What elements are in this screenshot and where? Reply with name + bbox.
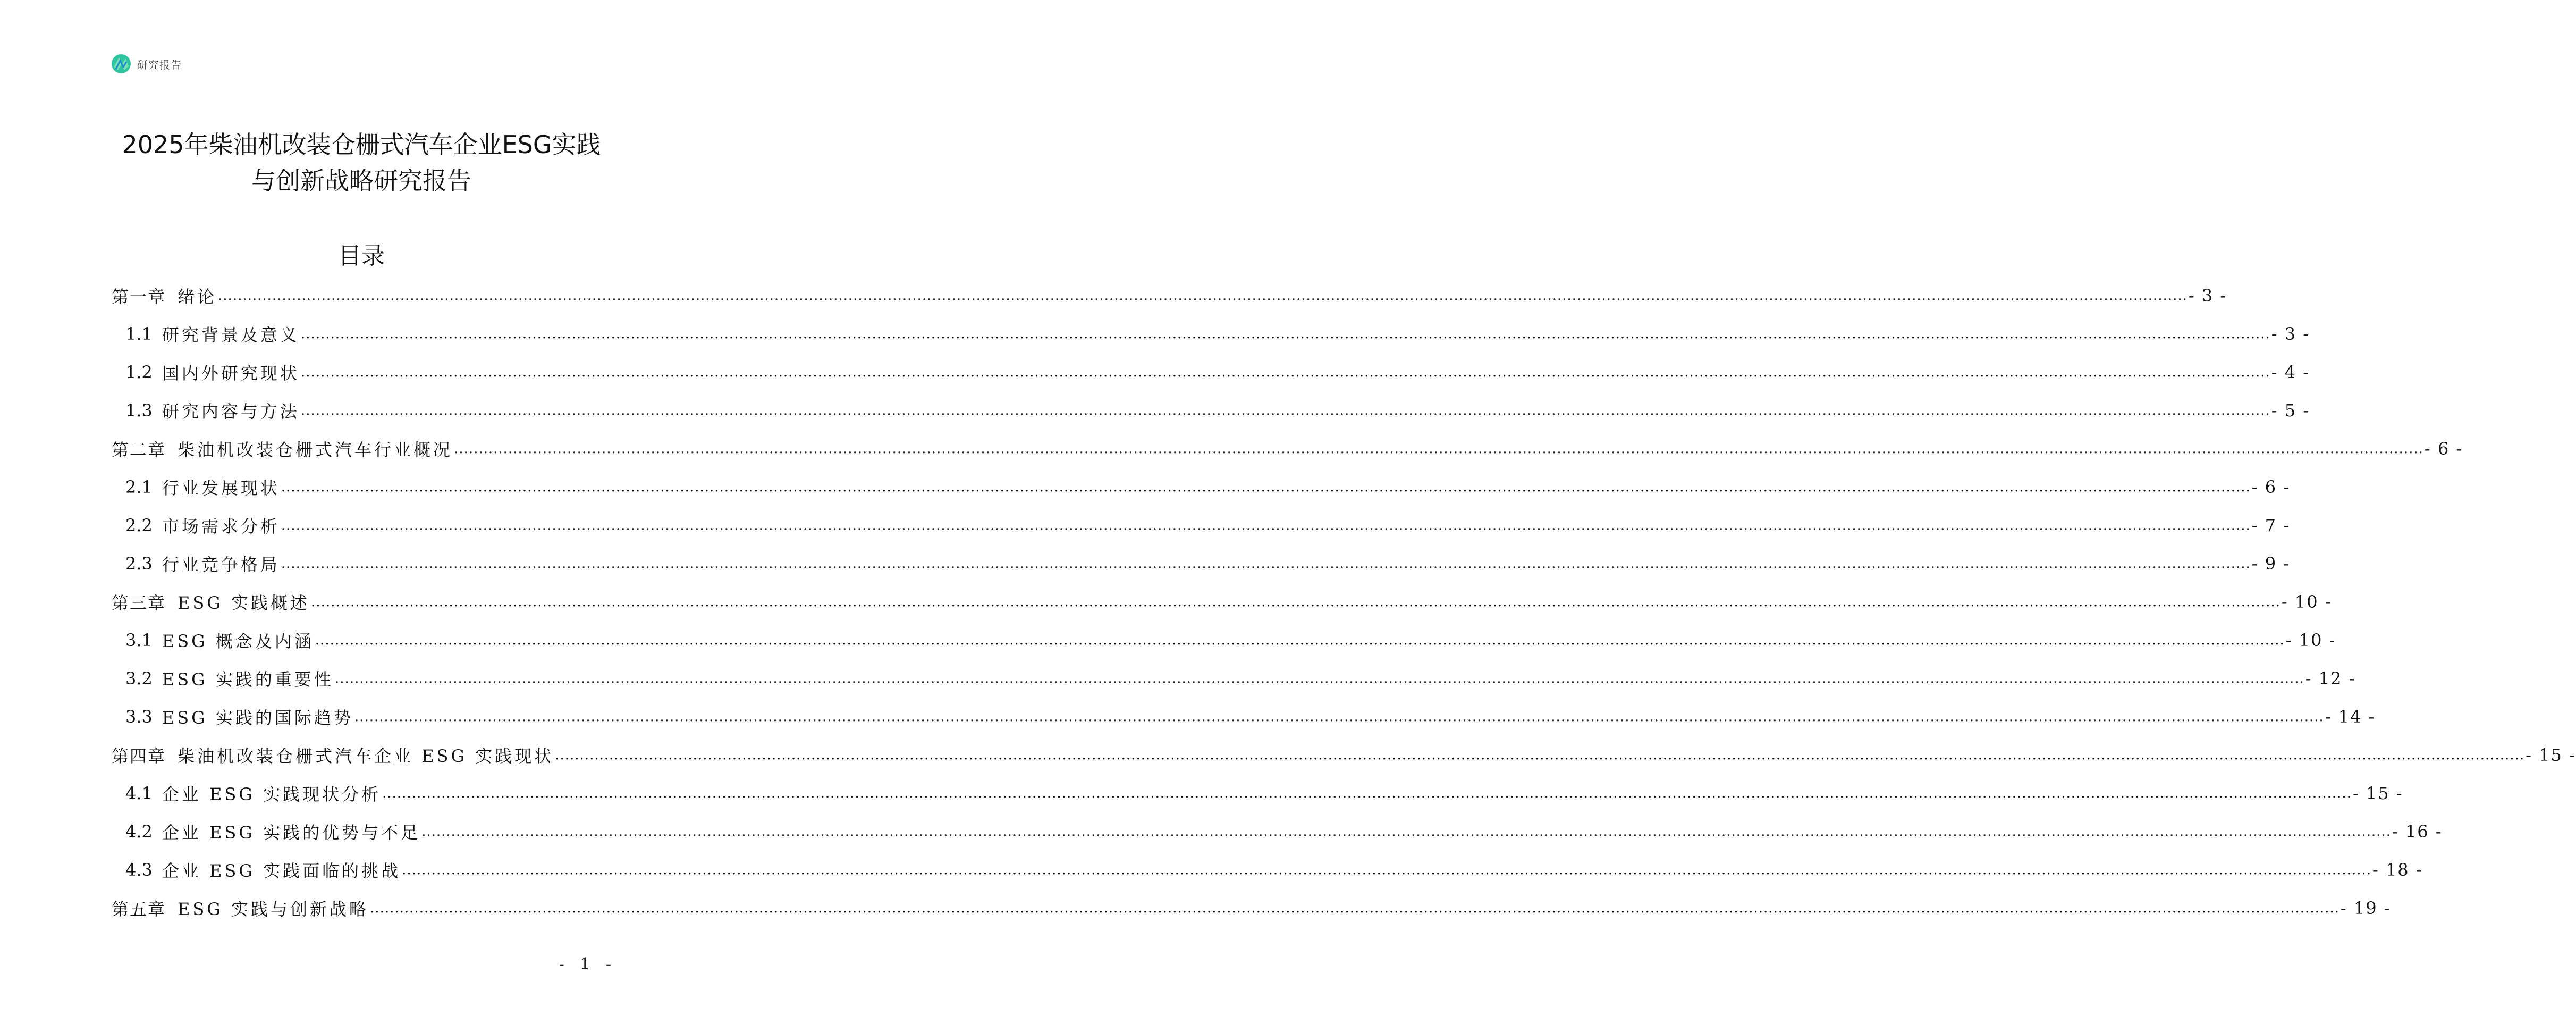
toc-entry-number: 第一章 [112,287,166,307]
toc-entry[interactable] [112,583,2332,621]
toc-entry-page: - 4 - [2271,362,2310,382]
toc-entry-label: ESG 概念及内涵 [162,631,314,651]
toc-entry-number: 4.3 [125,860,153,880]
report-header [111,53,182,74]
toc-entry-label: ESG 实践的重要性 [162,669,334,690]
toc-entry-number: 1.1 [125,324,153,344]
toc-entry-number: 2.3 [125,554,153,574]
toc-entry-number: 4.1 [125,783,153,803]
toc-entry[interactable] [112,391,2310,430]
toc-entry-number: 1.2 [125,362,153,382]
toc-entry[interactable] [112,468,2291,506]
toc-entry-page: - 10 - [2285,630,2336,650]
toc-dot-leader: ................................................................................................................................................................................................................................................................................................................................................................................................................ [402,862,2371,878]
toc-entry-label: 企业 ESG 实践的优势与不足 [162,823,421,843]
toc-entry-page: - 6 - [2251,477,2291,497]
toc-dot-leader: ................................................................................................................................................................................................................................................................................................................................................................................................................ [300,326,2270,342]
toc-entry[interactable] [112,812,2443,851]
toc-entry-number: 3.2 [125,668,153,689]
toc-entry-label: 绪论 [178,287,217,307]
toc-entry-label: 国内外研究现状 [162,363,300,383]
toc-entry-number: 第五章 [112,899,166,919]
toc-entry-page: - 10 - [2281,592,2332,612]
page-number: - 1 - [559,955,616,974]
header-label: 研究报告 [137,58,182,71]
toc-entry[interactable] [112,506,2291,544]
toc-entry-label: 企业 ESG 实践面临的挑战 [162,861,401,881]
toc-entry-label: 柴油机改装仓栅式汽车行业概况 [178,440,453,460]
toc-entry-page: - 15 - [2526,745,2576,765]
toc-entry-label: 研究内容与方法 [162,401,300,422]
toc-dot-leader: ................................................................................................................................................................................................................................................................................................................................................................................................................ [281,556,2251,572]
toc-dot-leader: ................................................................................................................................................................................................................................................................................................................................................................................................................ [300,364,2270,380]
report-title [85,127,638,199]
toc-dot-leader: ................................................................................................................................................................................................................................................................................................................................................................................................................ [454,441,2423,457]
report-title-line1: 2025年柴油机改装仓栅式汽车企业ESG实践 [122,130,601,159]
toc-entry-page: - 3 - [2271,324,2310,344]
toc-entry-page: - 14 - [2325,707,2376,727]
toc-entry-number: 第三章 [112,593,166,613]
toc-entry[interactable] [112,353,2310,391]
toc-dot-leader: ................................................................................................................................................................................................................................................................................................................................................................................................................ [281,479,2251,495]
toc-entry[interactable] [112,276,2227,315]
toc-entry[interactable] [112,851,2423,889]
toc-dot-leader: ................................................................................................................................................................................................................................................................................................................................................................................................................ [334,670,2304,686]
toc-entry-page: - 5 - [2271,400,2310,421]
table-of-contents [112,276,2576,927]
toc-entry-page: - 18 - [2372,860,2423,880]
toc-entry-label: 行业发展现状 [162,478,280,498]
toc-entry-number: 3.3 [125,707,153,727]
toc-entry-page: - 7 - [2251,515,2291,535]
report-title-line2: 与创新战略研究报告 [251,166,471,195]
toc-entry-number: 2.1 [125,477,153,497]
toc-dot-leader: ................................................................................................................................................................................................................................................................................................................................................................................................................ [421,824,2391,840]
toc-entry[interactable] [112,889,2391,927]
toc-entry-page: - 19 - [2340,898,2391,918]
logo-icon [111,53,132,74]
toc-entry-label: 企业 ESG 实践现状分析 [162,784,382,804]
toc-entry-label: ESG 实践概述 [178,593,310,613]
toc-entry[interactable] [112,659,2356,698]
toc-dot-leader: ................................................................................................................................................................................................................................................................................................................................................................................................................ [300,403,2270,418]
toc-entry[interactable] [112,430,2463,468]
toc-dot-leader: ................................................................................................................................................................................................................................................................................................................................................................................................................ [370,900,2339,916]
toc-entry-label: 市场需求分析 [162,516,280,536]
toc-heading: 目录 [338,242,385,270]
toc-entry-number: 3.1 [125,630,153,650]
toc-entry-label: ESG 实践的国际趋势 [162,708,353,728]
toc-dot-leader: ................................................................................................................................................................................................................................................................................................................................................................................................................ [218,288,2188,304]
toc-entry[interactable] [112,621,2336,659]
toc-entry-number: 第四章 [112,746,166,766]
toc-entry-label: 研究背景及意义 [162,325,300,345]
toc-entry-page: - 9 - [2251,554,2291,574]
toc-entry-page: - 12 - [2305,668,2356,689]
toc-entry-page: - 3 - [2188,286,2227,306]
toc-dot-leader: ................................................................................................................................................................................................................................................................................................................................................................................................................ [555,747,2525,763]
toc-entry-page: - 6 - [2424,439,2463,459]
toc-entry-number: 1.3 [125,400,153,421]
toc-entry[interactable] [112,544,2291,583]
toc-entry-number: 4.2 [125,821,153,842]
toc-dot-leader: ................................................................................................................................................................................................................................................................................................................................................................................................................ [311,594,2281,610]
toc-entry-label: 柴油机改装仓栅式汽车企业 ESG 实践现状 [178,746,554,766]
toc-entry-label: 行业竞争格局 [162,555,280,575]
toc-entry-number: 2.2 [125,515,153,535]
toc-entry-page: - 15 - [2352,783,2403,803]
toc-entry[interactable] [112,774,2403,812]
toc-entry-label: ESG 实践与创新战略 [178,899,369,919]
toc-dot-leader: ................................................................................................................................................................................................................................................................................................................................................................................................................ [281,517,2251,533]
toc-dot-leader: ................................................................................................................................................................................................................................................................................................................................................................................................................ [315,632,2285,648]
toc-entry-page: - 16 - [2392,821,2443,842]
toc-entry[interactable] [112,698,2376,736]
toc-entry[interactable] [112,736,2576,774]
toc-dot-leader: ................................................................................................................................................................................................................................................................................................................................................................................................................ [382,785,2352,801]
toc-dot-leader: ................................................................................................................................................................................................................................................................................................................................................................................................................ [354,709,2324,725]
toc-entry[interactable] [112,315,2310,353]
toc-entry-number: 第二章 [112,440,166,460]
